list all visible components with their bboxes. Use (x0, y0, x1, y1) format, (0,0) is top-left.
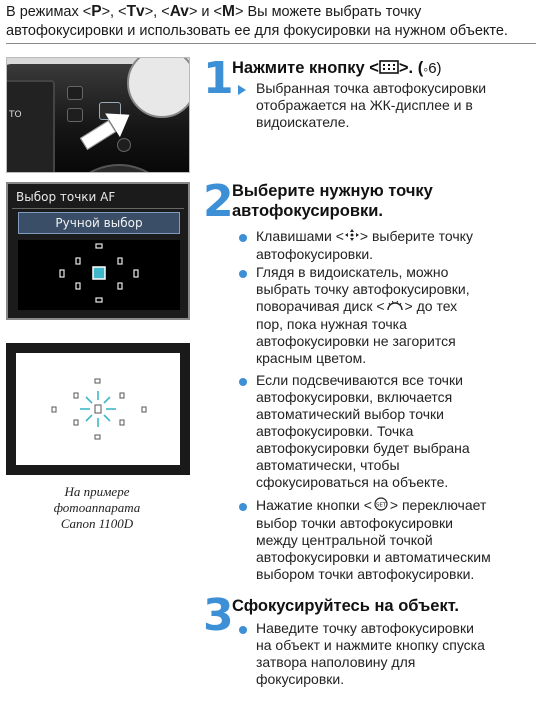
intro-line-2: автофокусировки и использовать ее для фокусировки на нужном объекте. (6, 23, 508, 39)
lcd-mode-value: Ручной выбор (18, 212, 180, 234)
intro-text (6, 2, 536, 41)
illustration-caption: На примере фотоаппарата Canon 1100D (53, 484, 141, 531)
camera-back-photo: TO (6, 57, 190, 173)
step-3-title: Сфокусируйтесь на объект. (232, 597, 459, 615)
step-2-bullet-3: Если подсвечиваются все точки автофокусировки, включается автоматический выбор точки автофокусировки. Точка автофокусировки будет выбрана автоматически, чтобы сфокусироваться на объекте. (256, 372, 470, 490)
viewfinder-illustration (6, 343, 190, 475)
lcd-af-points (18, 240, 180, 310)
main-dial-icon (385, 298, 405, 316)
mode-tv: Tv (126, 3, 145, 20)
step-3-bullet: Наведите точку автофокусировки на объект и нажмите кнопку спуска затвора наполовину для фокусировки. (256, 620, 485, 687)
svg-text:SET: SET (375, 502, 387, 509)
bullet-dot-icon (239, 270, 247, 278)
mode-m: M (222, 3, 235, 20)
bullet-dot-icon (239, 234, 247, 242)
mode-av: Av (169, 3, 189, 20)
bullet-triangle-icon (238, 85, 246, 95)
bullet-dot-icon (239, 626, 247, 634)
step-2-title: Выберите нужную точку автофокусировки. (232, 182, 433, 220)
step-3-number: 3 (203, 590, 234, 641)
step-2-number: 2 (203, 176, 234, 227)
intro-line-1: В режимах <P>, <Tv>, <Av> и <M> Вы можете выбрать точку (6, 3, 422, 20)
set-button-icon (372, 497, 390, 515)
bullet-dot-icon (239, 378, 247, 386)
lcd-af-point-screen (6, 182, 190, 320)
bullet-dot-icon (239, 503, 247, 511)
mode-p: P (91, 3, 102, 20)
step-1-title: Нажмите кнопку < >. (◦6) (232, 59, 442, 77)
step-2-bullet-4: Нажатие кнопки < SET > переключает выбор точки автофокусировки между центральной точкой автофокусировки и автоматическим выбором точки автофокусировки. (256, 497, 491, 583)
step-2-bullet-1: Клавишами < > выберите точку автофокусировки. (256, 228, 473, 263)
af-point-select-button-icon (379, 59, 399, 79)
step-1-bullet: Выбранная точка автофокусировки отображается на ЖК-дисплее и в видоискателе. (256, 80, 487, 130)
step-1-number: 1 (203, 53, 234, 104)
lcd-title: Выбор точки AF (16, 190, 116, 204)
page-reference-icon: ◦ (423, 60, 429, 77)
intro-divider (6, 43, 536, 44)
step-2-bullet-2: Глядя в видоискатель, можно выбрать точку автофокусировки, поворачивая диск < > до тех пор, пока нужная точка автофокусировки не загорится красным цветом. (256, 264, 470, 367)
cross-keys-icon (344, 228, 360, 246)
